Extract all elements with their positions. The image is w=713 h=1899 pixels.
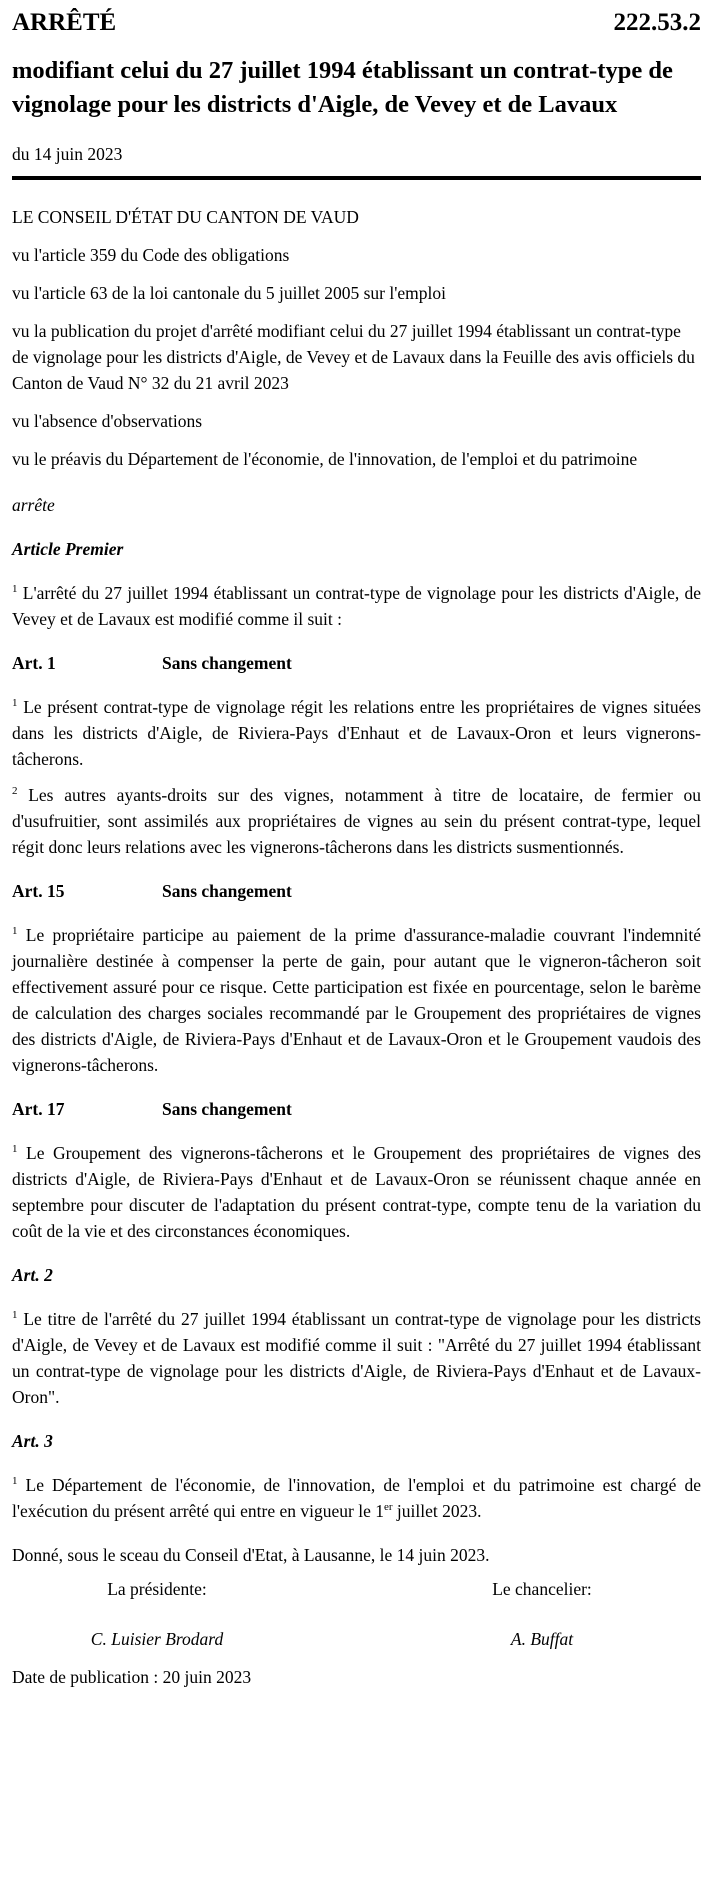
article-status: Sans changement <box>162 653 292 673</box>
considerant-2: vu l'article 63 de la loi cantonale du 5 juillet 2005 sur l'emploi <box>12 283 446 303</box>
art-15-heading <box>12 878 701 904</box>
article-number: Art. 15 <box>12 881 65 901</box>
paragraph-text: Le Département de l'économie, de l'innovation, de l'emploi et du patrimoine est chargé de l'exécution du présent arrêté qui entre en vigueur le 1 <box>12 1475 701 1521</box>
president-name: C. Luisier Brodard <box>90 1629 224 1649</box>
article-number: Art. 17 <box>12 1099 65 1119</box>
art-17-al-1 <box>12 1140 701 1244</box>
document-date: du 14 juin 2023 <box>12 144 123 164</box>
alinea-number: 1 <box>12 697 18 710</box>
chancellor-role: Le chancelier: <box>492 1579 592 1599</box>
art-2-heading: Art. 2 <box>12 1265 53 1285</box>
paragraph-text: Les autres ayants-droits sur des vignes, notamment à titre de locataire, de fermier ou d'usufruitier, sont assimilés aux propriétaires de vignes au sein du présent contrat-type, lequel régit donc leurs relations avec les vignerons-tâcherons dans les districts susmentionnés. <box>12 785 701 857</box>
paragraph-text: Le titre de l'arrêté du 27 juillet 1994 établissant un contrat-type de vignolage pour les districts d'Aigle, de Vevey et de Lavaux est modifié comme il suit : "Arrêté du 27 juillet 1994 établissant un contrat-type de vignolage pour les districts d'Aigle, de Riviera-Pays d'Enhaut et de Lavaux-Oron". <box>12 1309 701 1407</box>
document-header <box>12 8 701 38</box>
signature-names <box>12 1610 701 1652</box>
ordinal-suffix: er <box>383 1501 393 1514</box>
considerant-3: vu la publication du projet d'arrêté modifiant celui du 27 juillet 1994 établissant un contrat-type de vignolage pour les districts d'Aigle, de Vevey et de Lavaux dans la Feuille des avis officiels du Canton de Vaud N° 32 du 21 avril 2023 <box>12 321 695 393</box>
paragraph-text: Le Groupement des vignerons-tâcherons et le Groupement des propriétaires de vignes des districts d'Aigle, de Riviera-Pays d'Enhaut et de Lavaux-Oron se réunissent chaque année en septembre pour discuter de l'adaptation du présent contrat-type, compte tenu de la variation du coût de la vie et des circonstances économiques. <box>12 1143 701 1241</box>
article-number: Art. 1 <box>12 653 56 673</box>
arrete-word: arrête <box>12 495 55 515</box>
president-role: La présidente: <box>107 1579 207 1599</box>
paragraph-text: juillet 2023. <box>392 1501 482 1521</box>
alinea-number: 1 <box>12 1143 18 1156</box>
paragraph-text: Le présent contrat-type de vignolage régit les relations entre les propriétaires de vignes situées dans les districts d'Aigle, de Riviera-Pays d'Enhaut et de Lavaux-Oron et leurs vignerons-tâcherons. <box>12 697 701 769</box>
alinea-number: 1 <box>12 925 18 938</box>
paragraph-text: Le propriétaire participe au paiement de la prime d'assurance-maladie couvrant l'indemnité journalière destinée à compenser la perte de gain, pour autant que le vigneron-tâcheron soit effectivement assuré pour ce risque. Cette participation est fixée en pourcentage, selon le barème de calculation des charges sociales recommandé par le Groupement des propriétaires de vignes des districts d'Aigle, de Riviera-Pays d'Enhaut et de Lavaux-Oron et le Groupement vaudois des vignerons-tâcherons. <box>12 925 701 1075</box>
art-1-al-1 <box>12 694 701 772</box>
title-rule <box>12 176 701 180</box>
alinea-number: 2 <box>12 785 18 798</box>
alinea-number: 1 <box>12 1309 18 1322</box>
article-premier-text <box>12 580 701 632</box>
alinea-number: 1 <box>12 1475 18 1488</box>
alinea-number: 1 <box>12 583 18 596</box>
art-3-heading: Art. 3 <box>12 1431 53 1451</box>
closing-formula: Donné, sous le sceau du Conseil d'Etat, à Lausanne, le 14 juin 2023. <box>12 1545 490 1565</box>
considerant-5: vu le préavis du Département de l'économie, de l'innovation, de l'emploi et du patrimoine <box>12 449 638 469</box>
document-type: ARRÊTÉ <box>12 9 117 36</box>
publication-date: Date de publication : 20 juin 2023 <box>12 1667 252 1687</box>
considerant-1: vu l'article 359 du Code des obligations <box>12 245 290 265</box>
art-15-al-1 <box>12 922 701 1078</box>
art-1-al-2 <box>12 782 701 860</box>
chancellor-name: A. Buffat <box>510 1629 574 1649</box>
art-3-text <box>12 1472 701 1524</box>
art-17-heading <box>12 1096 701 1122</box>
article-premier-heading: Article Premier <box>12 539 124 559</box>
article-status: Sans changement <box>162 1099 292 1119</box>
document-title: modifiant celui du 27 juillet 1994 établissant un contrat-type de vignolage pour les districts d'Aigle, de Vevey et de Lavaux <box>12 57 673 118</box>
considerant-4: vu l'absence d'observations <box>12 411 203 431</box>
issuer: LE CONSEIL D'ÉTAT DU CANTON DE VAUD <box>12 207 359 227</box>
art-1-heading <box>12 650 701 676</box>
paragraph-text: L'arrêté du 27 juillet 1994 établissant un contrat-type de vignolage pour les districts d'Aigle, de Vevey et de Lavaux est modifié comme il suit : <box>12 583 701 629</box>
article-status: Sans changement <box>162 881 292 901</box>
art-2-text <box>12 1306 701 1410</box>
signature-roles <box>12 1576 701 1602</box>
document-number: 222.53.2 <box>613 9 701 36</box>
